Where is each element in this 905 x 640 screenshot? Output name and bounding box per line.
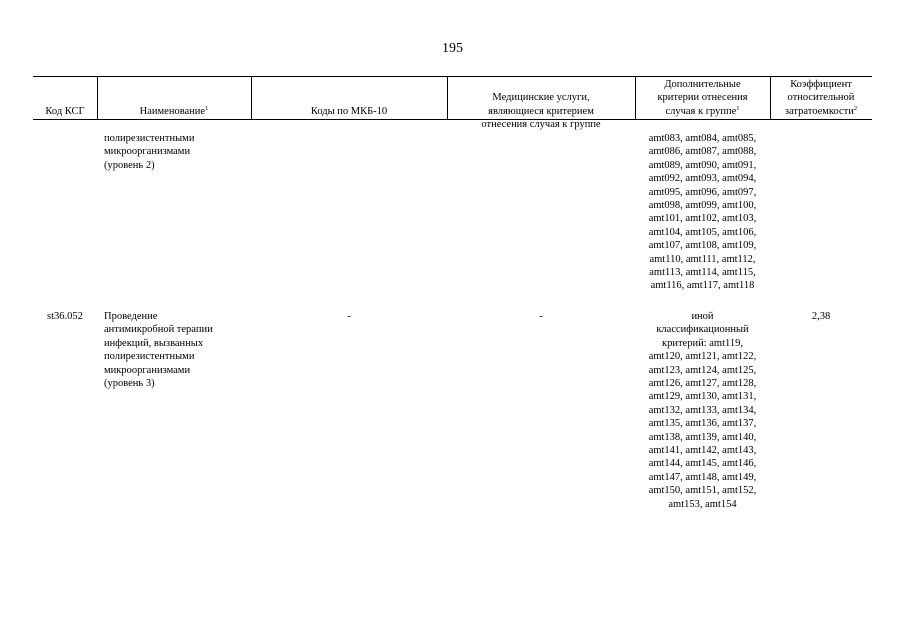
row-services: - xyxy=(539,311,543,322)
page-number: 195 xyxy=(442,41,463,56)
row-coef: 2,38 xyxy=(811,311,831,322)
row-name: полирезистентными микроорганизмами (уровень 2) xyxy=(104,133,195,171)
header-coef: Коэффициент относительной затратоемкости$^2$ xyxy=(784,79,858,117)
row-code: st36.052 xyxy=(47,311,83,322)
row-icd: - xyxy=(347,311,351,322)
header-code: Код КСГ xyxy=(45,106,85,118)
header-criteria: Дополнительные критерии отнесения случая к группе$^1$ xyxy=(657,79,748,117)
table-top-rule xyxy=(33,76,872,77)
row-name: Проведение антимикробной терапии инфекций, вызванных полирезистентными микроорганизмами (уровень 3) xyxy=(104,311,213,390)
header-services: Медицинские услуги, являющиеся критерием отнесения случая к группе xyxy=(481,92,601,131)
header-name: Наименование$^1$ xyxy=(139,105,209,118)
header-icd: Коды по МКБ-10 xyxy=(310,106,388,118)
row-criteria: иной классификационный критерий: amt119, amt120, amt121, amt122, amt123, amt124, amt125, amt126, amt127, amt128, amt129, amt130, amt131, amt132, amt133, amt134, amt135, amt136, amt137, amt138, amt139, amt140, amt141, amt142, amt143, amt144, amt145, amt146, amt147, amt148, amt149, amt150, amt151, amt152, amt153, amt154 xyxy=(648,311,757,510)
row-criteria: amt083, amt084, amt085, amt086, amt087, amt088, amt089, amt090, amt091, amt092, amt093, amt094, amt095, amt096, amt097, amt098, amt099, amt100, amt101, amt102, amt103, amt104, amt105, amt106, amt107, amt108, amt109, amt110, amt111, amt112, amt113, amt114, amt115, amt116, amt117, amt118 xyxy=(648,133,757,292)
